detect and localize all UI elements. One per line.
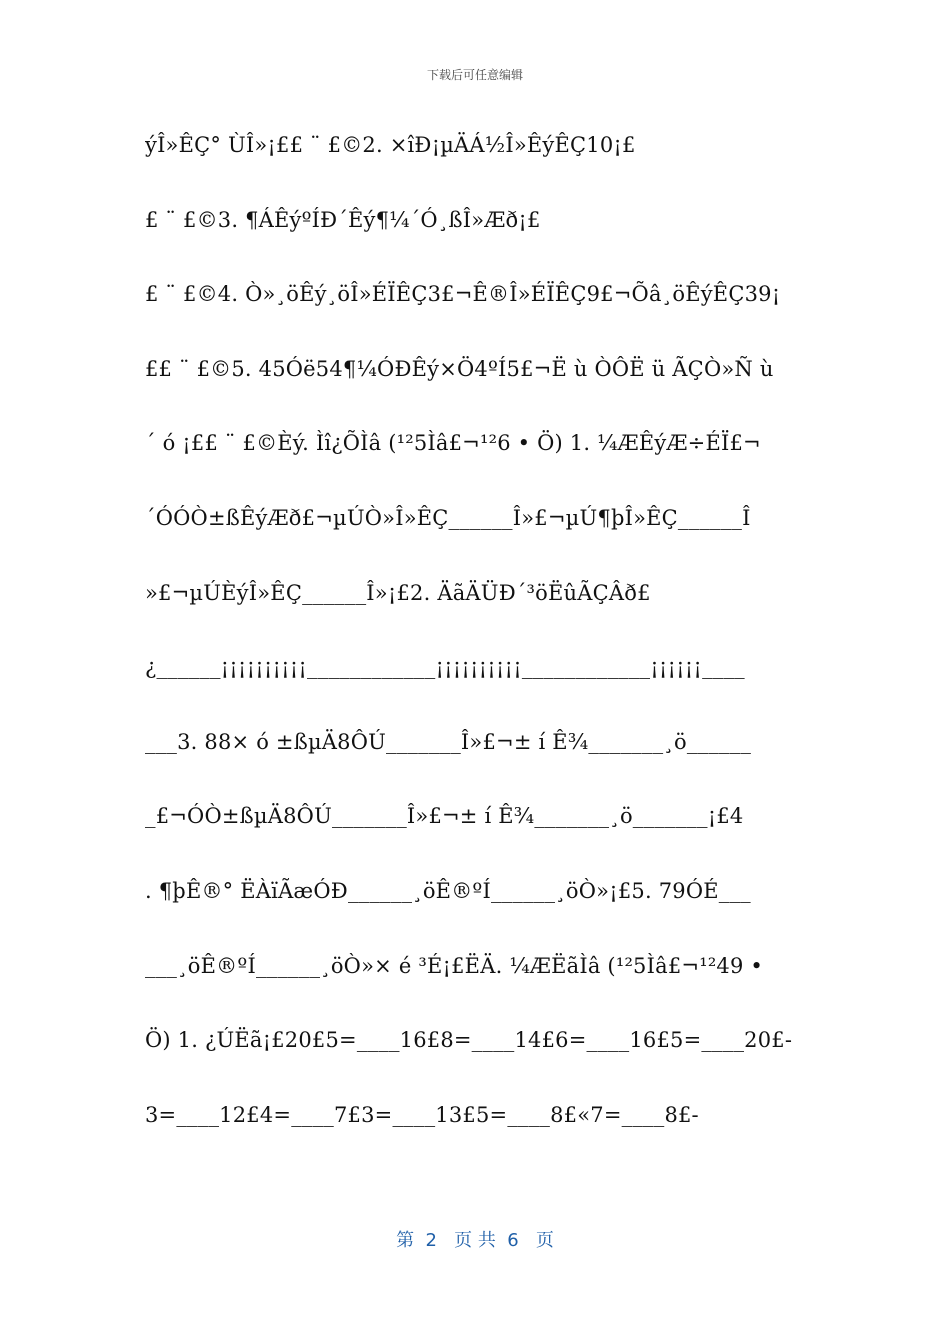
text-line: ¿______¡¡¡¡¡¡¡¡¡¡____________¡¡¡¡¡¡¡¡¡¡____________¡¡¡¡¡¡____: [145, 655, 745, 680]
text-line: 3=____12£4=____7£3=____13£5=____8£«7=____8£-: [145, 1102, 699, 1127]
text-line: _£¬ÓÒ±ßµÄ8ÔÚ_______Î»£¬± í Ê¾_______¸ö_______¡£4: [145, 804, 744, 829]
text-line: £ ¨ £©3. ¶ÁÊýºÍÐ´Êý¶¼´Ó¸ßÎ»Æð¡£: [145, 207, 541, 232]
text-line: ___¸öÊ®ºÍ______¸öÒ»× é ³É¡£ËÄ. ¼ÆËãÌâ (¹²5Ìâ£¬¹²49 •: [145, 953, 764, 978]
text-line: £ ¨ £©4. Ò»¸öÊý¸öÎ»ÉÏÊÇ3£¬Ê®Î»ÉÏÊÇ9£¬Õâ¸öÊýÊÇ39¡: [145, 282, 781, 307]
text-line: »£¬µÚÈýÎ»ÊÇ______Î»¡£2. ÄãÄÜÐ´³öËûÃÇÂð£: [145, 580, 651, 605]
text-line: Ö) 1. ¿ÚËã¡£20£5=____16£8=____14£6=____16£5=____20£-: [145, 1028, 793, 1053]
text-line: ___3. 88× ó ±ßµÄ8ÔÚ_______Î»£¬± í Ê¾_______¸ö______: [145, 729, 752, 754]
page-header: 下载后可任意编辑: [426, 68, 523, 82]
page-footer: 第 2 页 共 6 页: [396, 1230, 554, 1251]
document-body: [145, 127, 810, 1171]
text-line: ££ ¨ £©5. 45Óë54¶¼ÓÐÊý×Ö4ºÍ5£¬Ë ù ÒÔË ü ÃÇÒ»Ñ ù: [145, 356, 774, 381]
text-line: . ¶þÊ®° ËÀïÃæÓÐ______¸öÊ®ºÍ______¸öÒ»¡£5. 79ÓÉ___: [145, 878, 751, 903]
text-line: ´ ó ¡££ ¨ £©Èý. Ìî¿ÕÌâ (¹²5Ìâ£¬¹²6 • Ö) 1. ¼ÆÊýÆ÷ÉÏ£¬: [145, 431, 761, 456]
text-line: ´ÓÓÒ±ßÊýÆð£¬µÚÒ»Î»ÊÇ______Î»£¬µÚ¶þÎ»ÊÇ______Î: [145, 505, 751, 530]
text-line: ýÎ»ÊÇ° ÙÎ»¡££ ¨ £©2. ×îÐ¡µÄÁ½Î»ÊýÊÇ10¡£: [145, 133, 636, 157]
